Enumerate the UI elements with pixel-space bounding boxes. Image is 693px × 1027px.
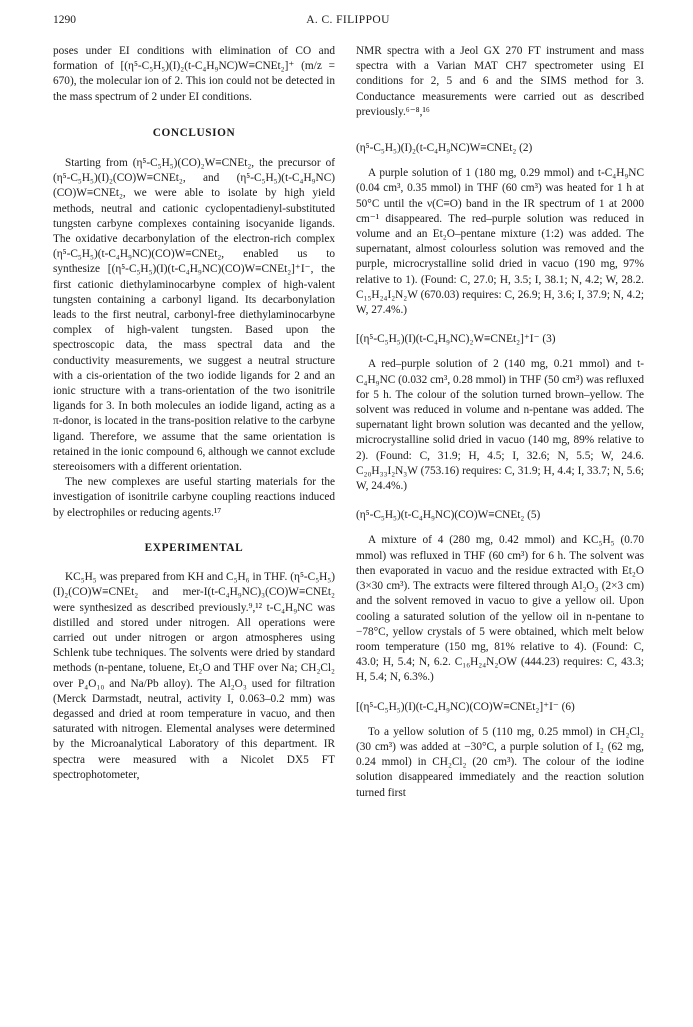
continued-paragraph: NMR spectra with a Jeol GX 270 FT instrument and mass spectra with a Varian MAT CH7 spectrometer using EI conditions for 2, 5 and 6 and the SIMS method for 3. Conductance measurements were carried out as described previously.⁶⁻⁸,¹⁶ [356, 45, 644, 118]
compound-5-procedure: A mixture of 4 (280 mg, 0.42 mmol) and KC₅H₅ (0.70 mmol) was refluxed in THF (60 cm³) for 6 h. The solvent was then evaporated in vacuo and the residue extracted with Et₂O (3×30 cm³). The extracts were filtered through Al₂O₃ (2×3 cm) and the solvent removed in vacuo to give a yellow oil. Upon cooling a saturated solution of the yellow oil in n-pentane to −78°C, yellow crystals of 5 were obtained, which melt below room temperature (150 mg, 81% relative to 4). (Found: C, 43.0; H, 5.4; N, 6.2. C₁₆H₂₄N₂OW (444.23) requires: C, 43.3; H, 5.4; N, 6.3%.) [356, 534, 644, 684]
right-column [356, 44, 644, 801]
compound-2-procedure: A purple solution of 1 (180 mg, 0.29 mmol) and t-C₄H₉NC (0.04 cm³, 0.35 mmol) in THF (60 cm³) was heated for 1 h at 50°C until the ν(C≡O) band in the IR spectrum of 1 at 2000 cm⁻¹ disappeared. The red–purple solution was reduced in volume and an Et₂O–pentane mixture (1:2) was added. The supernatant, almost colourless solution was removed and the purple, microcrystalline solid dried in vacuo (190 mg, 97% relative to 1). (Found: C, 27.0; H, 3.5; I, 38.1; N, 4.2; W, 28.2. C₁₅H₂₄I₂N₂W (670.03) requires: C, 26.9; H, 3.6; I, 37.9; N, 4.2; W, 27.4%.) [356, 167, 644, 317]
page-number: 1290 [53, 14, 76, 26]
conclusion-paragraph: The new complexes are useful starting materials for the investigation of isonitrile carbyne coupling reactions induced by electrophiles or reducing agents.¹⁷ [53, 476, 335, 519]
compound-6-heading: [(η⁵-C₅H₅)(I)(t-C₄H₉NC)(CO)W≡CNEt₂]⁺I⁻ (6) [356, 700, 575, 713]
conclusion-paragraph: Starting from (η⁵-C₅H₅)(CO)₂W≡CNEt₂, the precursor of (η⁵-C₅H₅)(I)₂(CO)W≡CNEt₂, and (η⁵-C₅H₅)(t-C₄H₉NC)(CO)W≡CNEt₂, we were able to isolate by high yield methods, neutral and cationic cyclopentadienyl-substituted tungsten carbyne complexes containing isocyanide ligands. The oxidative decarbonylation of the electron-rich complex (η⁵-C₅H₅)(t-C₄H₉NC)(CO)W≡CNEt₂, enabled us to synthesize [(η⁵-C₅H₅)(I)(t-C₄H₉NC)(CO)W≡CNEt₂]⁺I⁻, the first cationic diethylaminocarbyne complex of high-valent tungsten containing a carbonyl ligand. Its decarbonylation leads to the first neutral, carbonyl-free diethylaminocarbyne complex of high-valent tungsten. Based upon the spectroscopic data, the mass spectral data and the conductivity measurements, we suggest a neutral structure with a cis-orientation of the two iodide ligands for 2 and an ionic structure with a trans-orientation of the two isonitrile ligands for 3. In both molecules an iodide ligand, acting as a π-donor, is located in the trans-position relative to the carbyne ligand. Therefore, we assume that the same orientation is retained in the ionic compound 6, although we cannot exclude stereoisomers with a different orientation. [53, 157, 335, 474]
conclusion-heading: CONCLUSION [152, 126, 236, 139]
continued-paragraph: poses under EI conditions with elimination of CO and formation of [(η⁵-C₅H₅)(I)₂(t-C₄H₉NC)W≡CNEt₂]⁺ (m/z = 670), the molecular ion of 2. This ion could not be detected in the mass spectrum of 2 under EI conditions. [53, 45, 335, 103]
experimental-paragraph: KC₅H₅ was prepared from KH and C₅H₆ in THF. (η⁵-C₅H₅)(I)₂(CO)W≡CNEt₂ and mer-I(t-C₄H₉NC)₃(CO)W≡CNEt₂ were synthesized as described previously.⁹,¹² t-C₄H₉NC was distilled and stored under nitrogen. All operations were carried out under nitrogen or argon atmospheres using Schlenk tube techniques. The solvents were dried by standard methods (n-pentane, toluene, Et₂O and THF over Na; CH₂Cl₂ over P₄O₁₀ and Na/Pb alloy). The Al₂O₃ used for filtration (Merck Darmstadt, neutral, activity I, 0.063–0.2 mm) was degassed and dried at room temperature in vacuo, and then saturated with nitrogen. Elemental analyses were determined by the Microanalytical Laboratory of this department. IR spectra were measured with a Nicolet DX5 FT spectrophotometer, [53, 571, 335, 781]
experimental-heading: EXPERIMENTAL [144, 541, 244, 554]
compound-3-heading: [(η⁵-C₅H₅)(I)(t-C₄H₉NC)₂W≡CNEt₂]⁺I⁻ (3) [356, 333, 556, 346]
compound-5-heading: (η⁵-C₅H₅)(t-C₄H₉NC)(CO)W≡CNEt₂ (5) [356, 509, 541, 522]
running-header [53, 14, 643, 32]
running-author: A. C. FILIPPOU [306, 14, 390, 26]
compound-6-procedure: To a yellow solution of 5 (110 mg, 0.25 mmol) in CH₂Cl₂ (30 cm³) was added at −30°C, a purple solution of I₂ (62 mg, 0.24 mmol) in CH₂Cl₂ (20 cm³). The colour of the iodine solution disappeared immediately and the reaction solution turned first [356, 725, 644, 799]
compound-2-heading: (η⁵-C₅H₅)(I)₂(t-C₄H₉NC)W≡CNEt₂ (2) [356, 142, 533, 155]
compound-3-procedure: A red–purple solution of 2 (140 mg, 0.21 mmol) and t-C₄H₉NC (0.032 cm³, 0.28 mmol) in THF (50 cm³) was refluxed for 5 h. The colour of the solution turned brown–yellow. The solvent was reduced in volume and n-pentane was added. The supernatant light brown solution was decanted and the yellow, microcrystalline solid dried in vacuo (140 mg, 89% relative to 2). (Found: C, 31.9; H, 4.5; I, 32.6; N, 5.5; W, 24.6. C₂₀H₃₃I₂N₃W (753.16) requires: C, 31.9; H, 4.4; I, 33.7; N, 5.6; W, 24.4%.) [356, 358, 644, 493]
left-column [53, 44, 335, 783]
